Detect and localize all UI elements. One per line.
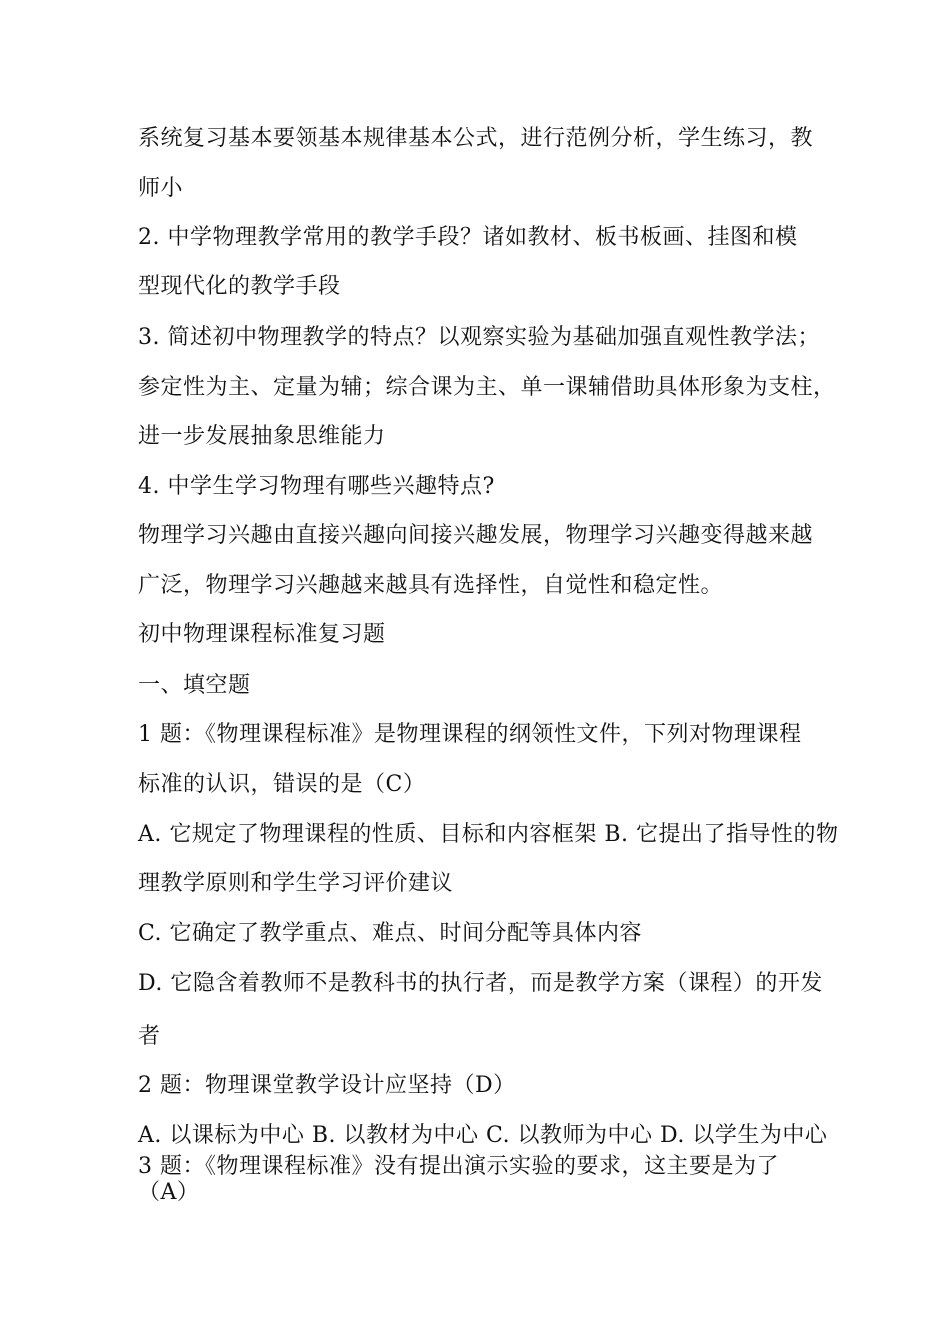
text-line: 型现代化的教学手段 [138,274,341,299]
text-line: 1 题：《物理课程标准》是物理课程的纲领性文件，下列对物理课程 [138,722,802,747]
text-line: 4. 中学生学习物理有哪些兴趣特点? [138,474,495,499]
text-line: A. 以课标为中心 B. 以教材为中心 C. 以教师为中心 D. 以学生为中心 [138,1123,828,1148]
text-line: 3 题：《物理课程标准》没有提出演示实验的要求，这主要是为了 [138,1154,779,1179]
text-line: 2 题：物理课堂教学设计应坚持（D） [138,1073,516,1098]
text-line: 系统复习基本要领基本规律基本公式，进行范例分析，学生练习，教 [138,126,814,151]
text-line: 者 [138,1024,161,1049]
text-line: 参定性为主、定量为辅；综合课为主、单一课辅借助具体形象为支柱， [138,375,836,400]
text-line: 进一步发展抽象思维能力 [138,424,386,449]
text-line: 2. 中学物理教学常用的教学手段？诸如教材、板书板画、挂图和模 [138,225,798,250]
text-line: 标准的认识，错误的是（C） [138,772,426,797]
section-subtitle: 一、填空题 [138,673,251,698]
text-line: 3. 简述初中物理教学的特点？以观察实验为基础加强直观性教学法； [138,325,820,350]
text-line: 理教学原则和学生学习评价建议 [138,871,454,896]
text-line: 物理学习兴趣由直接兴趣向间接兴趣发展，物理学习兴趣变得越来越 [138,523,814,548]
text-line: C. 它确定了教学重点、难点、时间分配等具体内容 [138,921,643,946]
text-line: 广泛，物理学习兴趣越来越具有选择性，自觉性和稳定性。 [138,573,724,598]
text-line: 师小 [138,176,184,201]
text-line: （A） [138,1180,200,1205]
text-line: D. 它隐含着教师不是教科书的执行者，而是教学方案（课程）的开发 [138,971,823,996]
section-title: 初中物理课程标准复习题 [138,622,386,647]
text-line: A. 它规定了物理课程的性质、目标和内容框架 B. 它提出了指导性的物 [138,822,839,847]
